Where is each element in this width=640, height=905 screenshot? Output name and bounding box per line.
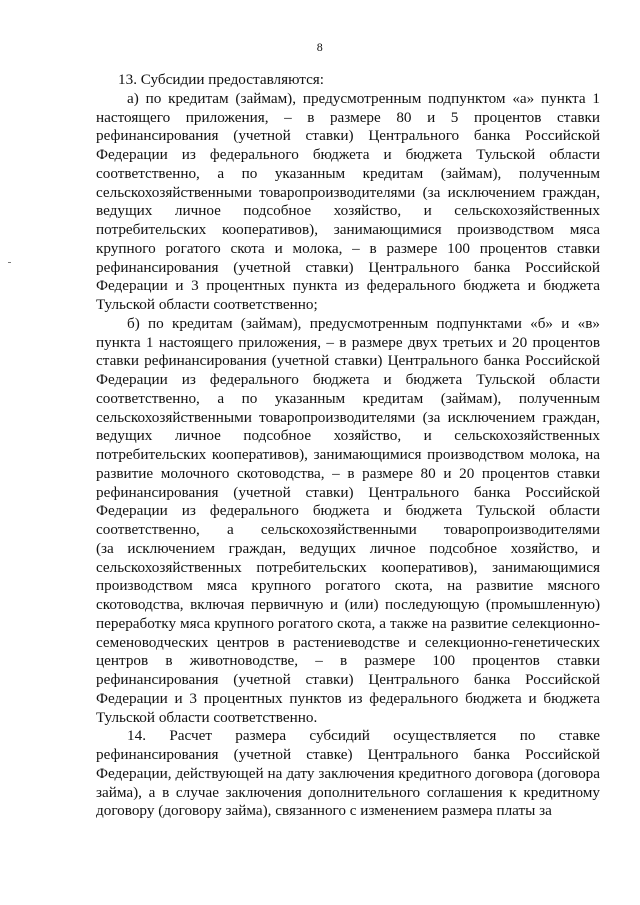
text-line: Тульской области соответственно.: [96, 708, 318, 726]
text-line: настоящего приложения, – в размере 80 и 5 процентов ставки: [96, 108, 600, 126]
text-line: Тульской области соответственно;: [96, 296, 318, 313]
text-line: ведущих личное подсобное хозяйство, и сельскохозяйственных: [96, 202, 600, 220]
text-line: Федерации и 3 процентных пунктов из федерального бюджета и бюджета: [96, 689, 600, 707]
text-line: Федерации и 3 процентных пункта из федерального бюджета и бюджета: [96, 277, 600, 295]
text-line: потребительских кооперативов), занимающимися производством мяса: [96, 221, 600, 238]
text-line: ведущих личное подсобное хозяйство, и сельскохозяйственных: [96, 427, 600, 445]
text-line: пункта 1 настоящего приложения, – в размере двух третьих и 20 процентов: [96, 333, 600, 351]
text-line: соответственно, а по указанным кредитам (займам), полученным: [96, 164, 600, 182]
text-line: сельскохозяйственных потребительских кооперативов), занимающимися: [96, 558, 600, 576]
paragraph-p13-a: [96, 90, 600, 315]
text-line: ставки рефинансирования (учетной ставки) Центрального банка Российской: [96, 352, 600, 370]
text-line: переработку мяса крупного рогатого скота, а также на развитие селекционно-: [96, 614, 600, 632]
document-body: [96, 71, 600, 821]
scan-mark: [8, 262, 11, 263]
text-line: рефинансирования (учетной ставке) Центрального банка Российской: [96, 746, 600, 763]
text-line: соответственно, а по указанным кредитам (займам), полученным: [96, 389, 600, 407]
text-line: крупного рогатого скота и молока, – в размере 100 процентов ставки: [96, 239, 600, 257]
text-line: (за исключением граждан, ведущих личное подсобное хозяйство, и: [96, 539, 600, 557]
paragraph-p14: [96, 727, 600, 821]
text-line: семеноводческих центров в растениеводстве и селекционно-генетических: [96, 633, 600, 651]
text-line: Федерации из федерального бюджета и бюджета Тульской области: [96, 146, 600, 163]
text-line: рефинансирования (учетной ставки) Центрального банка Российской: [96, 258, 600, 276]
text-line: развитие молочного скотоводства, – в размере 80 и 20 процентов ставки: [96, 464, 600, 482]
text-line: а) по кредитам (займам), предусмотренным подпунктом «а» пункта 1: [127, 89, 600, 107]
text-line: рефинансирования (учетной ставки) Центрального банка Российской: [96, 671, 600, 688]
text-line: 13. Субсидии предоставляются:: [118, 71, 325, 88]
text-line: Федерации, действующей на дату заключения кредитного договора (договора: [96, 764, 600, 782]
text-line: рефинансирования (учетной ставки) Центрального банка Российской: [96, 127, 600, 145]
text-line: рефинансирования (учетной ставки) Центрального банка Российской: [96, 483, 600, 501]
paragraph-p13-b: [96, 315, 600, 728]
text-line: соответственно, а сельскохозяйственными товаропроизводителями: [96, 521, 600, 538]
text-line: сельскохозяйственными товаропроизводителями (за исключением граждан,: [96, 183, 600, 201]
text-line: производством мяса крупного рогатого скота, на развитие мясного: [96, 577, 600, 595]
text-line: потребительских кооперативов), занимающимися производством молока, на: [96, 446, 600, 463]
text-line: договору (договору займа), связанного с изменением размера платы за: [96, 802, 552, 820]
paragraph-p13-intro: [96, 71, 600, 90]
text-line: Федерации из федерального бюджета и бюджета Тульской области: [96, 371, 600, 388]
text-line: займа), а в случае заключения дополнительного соглашения к кредитному: [96, 783, 600, 801]
text-line: скотоводства, включая первичную и (или) последующую (промышленную): [96, 596, 600, 613]
text-line: центров в животноводстве, – в размере 100 процентов ставки: [96, 652, 600, 670]
text-line: сельскохозяйственными товаропроизводителями (за исключением граждан,: [96, 408, 600, 426]
page-number: 8: [316, 40, 324, 54]
text-line: б) по кредитам (займам), предусмотренным подпунктами «б» и «в»: [127, 314, 600, 332]
text-line: Федерации из федерального бюджета и бюджета Тульской области: [96, 502, 600, 520]
text-line: 14. Расчет размера субсидий осуществляется по ставке: [127, 727, 600, 745]
